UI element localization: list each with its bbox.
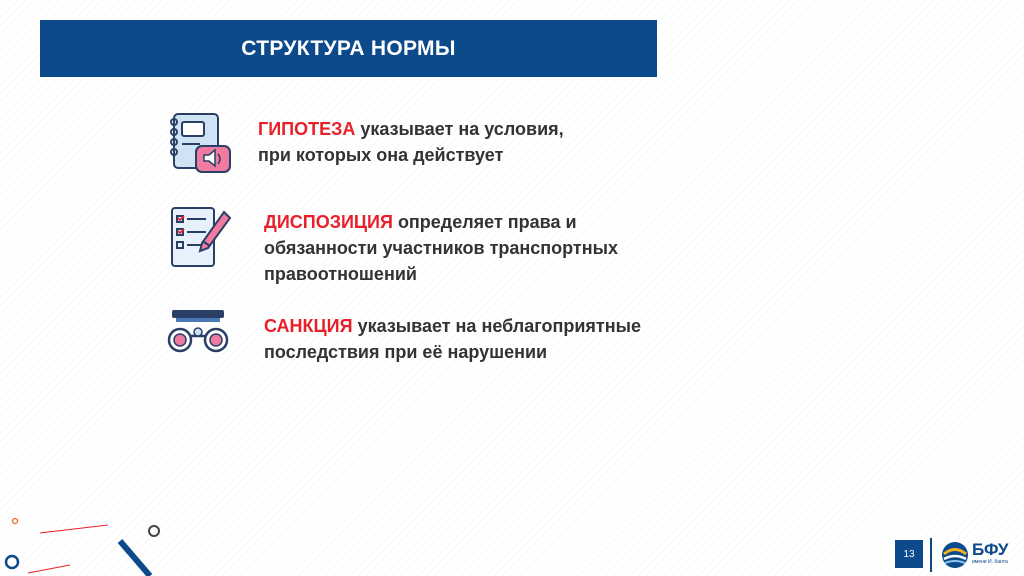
checklist-pencil-icon <box>166 204 234 270</box>
hypothesis-line2: при которых она действует <box>258 145 504 165</box>
logo-subtitle: имени И. Канта <box>972 559 1008 565</box>
sanction-term: САНКЦИЯ <box>264 316 353 336</box>
hypothesis-line1: указывает на условия, <box>355 119 564 139</box>
logo-text: БФУ <box>972 540 1009 559</box>
page-number: 13 <box>895 540 923 568</box>
disposition-line1: определяет права и <box>392 212 577 232</box>
sanction-line1: указывает на неблагоприятные <box>352 316 641 336</box>
decorative-ornament <box>0 505 200 576</box>
page-title: СТРУКТУРА НОРМЫ <box>241 36 456 60</box>
sanction-text <box>264 313 641 365</box>
disposition-text <box>264 209 618 287</box>
disposition-term: ДИСПОЗИЦИЯ <box>264 212 393 232</box>
hypothesis-term: ГИПОТЕЗА <box>258 119 356 139</box>
title-bar <box>40 20 657 77</box>
disposition-line2: обязанности участников транспортных <box>264 238 618 258</box>
university-logo-icon <box>940 540 970 570</box>
logo-divider <box>930 538 932 572</box>
hypothesis-text <box>258 116 564 168</box>
handcuffs-icon <box>162 304 234 356</box>
notebook-speaker-icon <box>164 110 234 176</box>
disposition-line3: правоотношений <box>264 264 417 284</box>
sanction-line2: последствия при её нарушении <box>264 342 548 362</box>
